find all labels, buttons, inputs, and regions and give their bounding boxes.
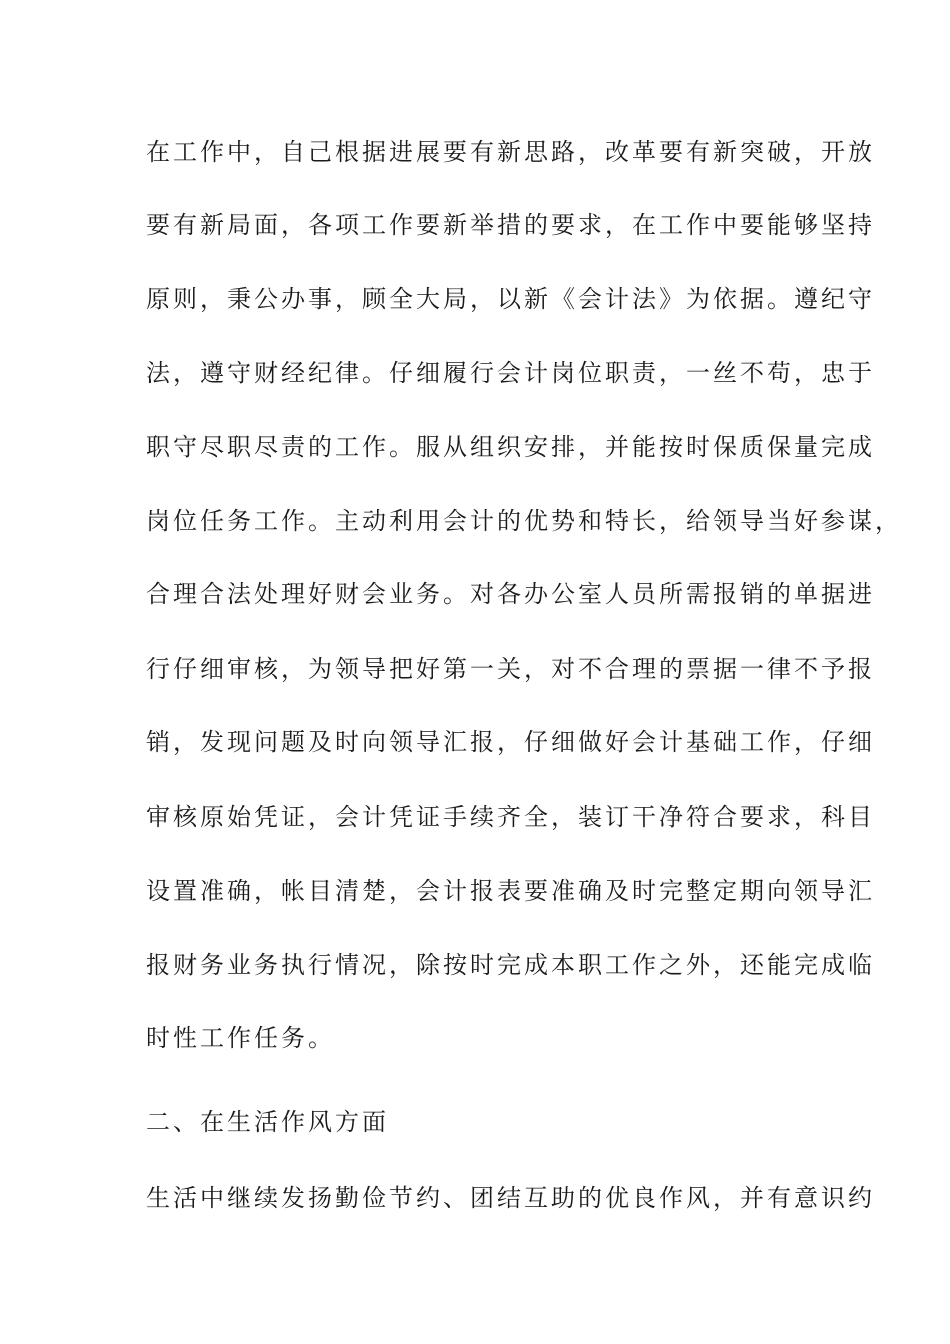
body-line-4: 法，遵守财经纪律。仔细履行会计岗位职责，一丝不苟，忠于 bbox=[146, 359, 875, 387]
body-line-1: 在工作中，自己根据进展要有新思路，改革要有新突破，开放 bbox=[146, 138, 875, 166]
section-heading: 二、在生活作风方面 bbox=[146, 1108, 389, 1136]
body-line-14: 生活中继续发扬勤俭节约、团结互助的优良作风，并有意识约 bbox=[146, 1184, 875, 1212]
body-line-13: 时性工作任务。 bbox=[146, 1024, 335, 1052]
body-line-11: 设置准确，帐目清楚，会计报表要准确及时完整定期向领导汇 bbox=[146, 877, 875, 905]
body-line-12: 报财务业务执行情况，除按时完成本职工作之外，还能完成临 bbox=[146, 951, 875, 979]
body-line-3: 原则，秉公办事，顾全大局，以新《会计法》为依据。遵纪守 bbox=[146, 285, 875, 313]
body-line-6: 岗位任务工作。主动利用会计的优势和特长，给领导当好参谋， bbox=[146, 507, 902, 535]
body-line-7: 合理合法处理好财会业务。对各办公室人员所需报销的单据进 bbox=[146, 580, 875, 608]
body-line-2: 要有新局面，各项工作要新举措的要求，在工作中要能够坚持 bbox=[146, 211, 875, 239]
body-line-5: 职守尽职尽责的工作。服从组织安排，并能按时保质保量完成 bbox=[146, 433, 875, 461]
body-line-10: 审核原始凭证，会计凭证手续齐全，装订干净符合要求，科目 bbox=[146, 803, 875, 831]
body-line-9: 销，发现问题及时向领导汇报，仔细做好会计基础工作，仔细 bbox=[146, 728, 875, 756]
body-line-8: 行仔细审核，为领导把好第一关，对不合理的票据一律不予报 bbox=[146, 655, 875, 683]
